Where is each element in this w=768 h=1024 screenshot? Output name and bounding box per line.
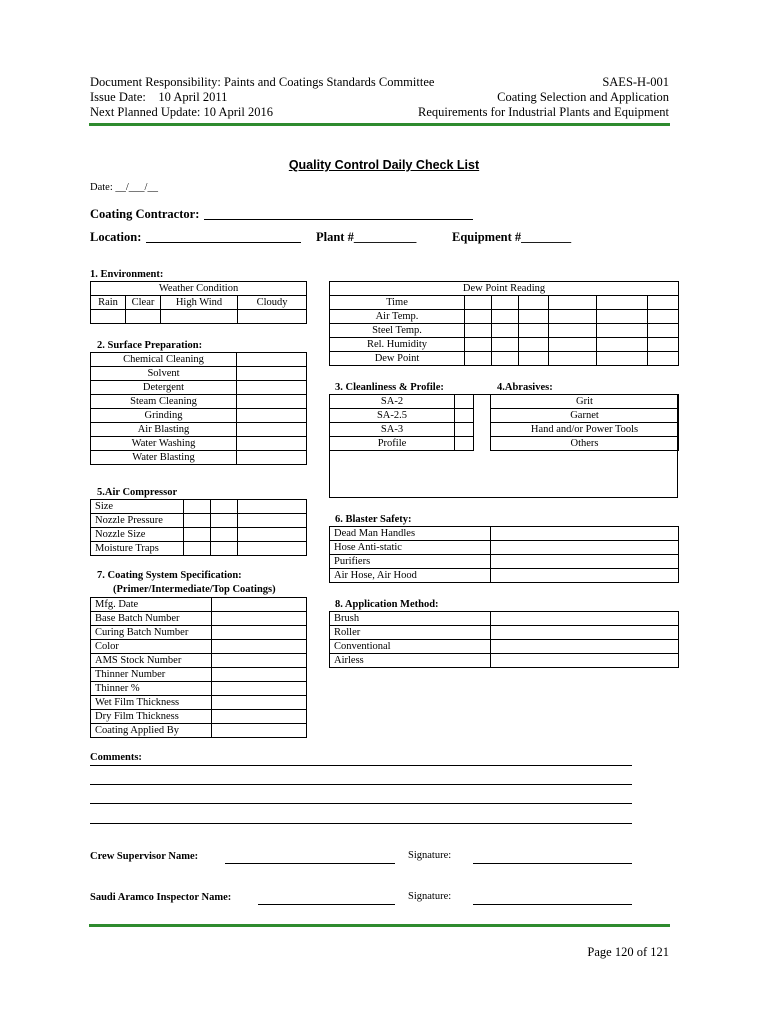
dew-cell[interactable]: [465, 352, 492, 366]
air-compressor-cell[interactable]: [238, 528, 307, 542]
weather-cell-high-wind[interactable]: [161, 310, 238, 324]
header-rule: [89, 123, 670, 126]
coating-spec-item: Thinner %: [91, 682, 212, 696]
dew-cell[interactable]: [549, 338, 597, 352]
coating-spec-cell[interactable]: [212, 696, 307, 710]
cleanliness-cell[interactable]: [455, 395, 474, 409]
dew-cell[interactable]: [597, 352, 648, 366]
abrasives-table: [490, 394, 679, 451]
coating-spec-cell[interactable]: [212, 612, 307, 626]
coating-spec-cell[interactable]: [212, 682, 307, 696]
document-responsibility: Document Responsibility: Paints and Coatings Standards Committee: [90, 75, 435, 89]
surface-prep-item: Water Blasting: [91, 451, 237, 465]
weather-condition-header: Weather Condition: [91, 282, 307, 296]
weather-cell-cloudy[interactable]: [238, 310, 307, 324]
crew-supervisor-label: Crew Supervisor Name:: [90, 851, 199, 862]
dew-point-table: [329, 281, 679, 366]
comments-line[interactable]: [90, 823, 632, 824]
air-compressor-title: 5.Air Compressor: [97, 487, 178, 498]
crew-supervisor-name-field[interactable]: [225, 863, 395, 864]
coating-spec-subtitle: (Primer/Intermediate/Top Coatings): [113, 584, 276, 595]
dew-cell[interactable]: [519, 310, 549, 324]
coating-spec-table: [90, 597, 307, 738]
dew-row-label: Time: [330, 296, 465, 310]
dew-point-header: Dew Point Reading: [330, 282, 679, 296]
next-planned-update: Next Planned Update: 10 April 2016: [90, 105, 273, 119]
application-method-cell[interactable]: [491, 626, 679, 640]
coating-contractor-field[interactable]: [204, 219, 473, 220]
air-compressor-cell[interactable]: [184, 528, 211, 542]
cleanliness-cell[interactable]: [455, 423, 474, 437]
surface-prep-title: 2. Surface Preparation:: [97, 340, 203, 351]
dew-cell[interactable]: [519, 352, 549, 366]
form-title: Quality Control Daily Check List: [288, 158, 480, 172]
comments-line[interactable]: [90, 784, 632, 785]
coating-spec-item: Base Batch Number: [91, 612, 212, 626]
dew-cell[interactable]: [549, 310, 597, 324]
application-method-item: Airless: [330, 654, 491, 668]
blaster-safety-item: Dead Man Handles: [330, 527, 491, 541]
abrasives-item[interactable]: Garnet: [491, 409, 679, 423]
dew-cell[interactable]: [597, 324, 648, 338]
surface-prep-cell[interactable]: [237, 437, 307, 451]
surface-prep-cell[interactable]: [237, 409, 307, 423]
dew-cell[interactable]: [549, 324, 597, 338]
coating-spec-item: Dry Film Thickness: [91, 710, 212, 724]
dew-cell[interactable]: [648, 352, 679, 366]
coating-spec-item: Color: [91, 640, 212, 654]
surface-prep-cell[interactable]: [237, 451, 307, 465]
dew-cell[interactable]: [549, 352, 597, 366]
equipment-field[interactable]: Equipment #________: [452, 230, 572, 244]
comments-line[interactable]: [90, 765, 632, 766]
blaster-safety-title: 6. Blaster Safety:: [335, 514, 412, 525]
coating-spec-cell[interactable]: [212, 668, 307, 682]
dew-cell[interactable]: [492, 296, 519, 310]
crew-signature-label: Signature:: [408, 850, 452, 861]
air-compressor-cell[interactable]: [184, 542, 211, 556]
blaster-safety-cell[interactable]: [491, 569, 679, 583]
surface-prep-cell[interactable]: [237, 423, 307, 437]
crew-signature-field[interactable]: [473, 863, 632, 864]
environment-table: [90, 281, 307, 324]
coating-spec-cell[interactable]: [212, 598, 307, 612]
air-compressor-cell[interactable]: [184, 514, 211, 528]
coating-spec-cell[interactable]: [212, 626, 307, 640]
coating-spec-title: 7. Coating System Specification:: [97, 570, 242, 581]
cleanliness-item: SA-2: [330, 395, 455, 409]
location-field[interactable]: [146, 242, 301, 243]
date-field[interactable]: Date: __/___/__: [90, 182, 158, 193]
abrasives-item[interactable]: Others: [491, 437, 679, 451]
surface-prep-item: Steam Cleaning: [91, 395, 237, 409]
coating-spec-cell[interactable]: [212, 724, 307, 738]
abrasives-item[interactable]: Hand and/or Power Tools: [491, 423, 679, 437]
application-method-table: [329, 611, 679, 668]
comments-label: Comments:: [90, 752, 142, 763]
coating-contractor-label: Coating Contractor:: [90, 207, 200, 221]
cleanliness-cell[interactable]: [455, 437, 474, 451]
surface-prep-item: Solvent: [91, 367, 237, 381]
document-title-line1: Coating Selection and Application: [497, 90, 669, 104]
issue-date: Issue Date: 10 April 2011: [90, 90, 228, 104]
comments-line[interactable]: [90, 803, 632, 804]
blaster-safety-cell[interactable]: [491, 555, 679, 569]
dew-cell[interactable]: [465, 296, 492, 310]
dew-cell[interactable]: [519, 324, 549, 338]
blaster-safety-item: Purifiers: [330, 555, 491, 569]
blaster-safety-item: Air Hose, Air Hood: [330, 569, 491, 583]
plant-field[interactable]: Plant #__________: [316, 230, 417, 244]
coating-spec-cell[interactable]: [212, 654, 307, 668]
dew-cell[interactable]: [597, 338, 648, 352]
dew-cell[interactable]: [492, 338, 519, 352]
air-compressor-item: Nozzle Size: [91, 528, 184, 542]
air-compressor-item: Nozzle Pressure: [91, 514, 184, 528]
blaster-safety-table: [329, 526, 679, 583]
dew-cell[interactable]: [549, 296, 597, 310]
dew-cell[interactable]: [597, 310, 648, 324]
blaster-safety-item: Hose Anti-static: [330, 541, 491, 555]
location-label: Location:: [90, 230, 142, 244]
surface-prep-cell[interactable]: [237, 353, 307, 367]
surface-prep-item: Chemical Cleaning: [91, 353, 237, 367]
air-compressor-cell[interactable]: [238, 500, 307, 514]
environment-title: 1. Environment:: [90, 269, 164, 280]
surface-prep-item: Air Blasting: [91, 423, 237, 437]
coating-spec-item: AMS Stock Number: [91, 654, 212, 668]
air-compressor-cell[interactable]: [238, 542, 307, 556]
dew-cell[interactable]: [648, 310, 679, 324]
coating-spec-item: Coating Applied By: [91, 724, 212, 738]
inspector-label: Saudi Aramco Inspector Name:: [90, 892, 232, 903]
dew-cell[interactable]: [492, 352, 519, 366]
abrasives-item[interactable]: Grit: [491, 395, 679, 409]
cleanliness-item: SA-3: [330, 423, 455, 437]
application-method-item: Conventional: [330, 640, 491, 654]
surface-prep-item: Grinding: [91, 409, 237, 423]
dew-row-label: Dew Point: [330, 352, 465, 366]
coating-spec-item: Mfg. Date: [91, 598, 212, 612]
surface-prep-cell[interactable]: [237, 381, 307, 395]
surface-prep-cell[interactable]: [237, 395, 307, 409]
form-title-wrap: [0, 158, 768, 172]
dew-cell[interactable]: [465, 338, 492, 352]
dew-cell[interactable]: [648, 338, 679, 352]
dew-cell[interactable]: [519, 338, 549, 352]
application-method-item: Brush: [330, 612, 491, 626]
document-number: SAES-H-001: [602, 75, 669, 89]
dew-cell[interactable]: [492, 310, 519, 324]
weather-cell-rain[interactable]: [91, 310, 126, 324]
dew-cell[interactable]: [465, 310, 492, 324]
air-compressor-table: [90, 499, 307, 556]
dew-cell[interactable]: [492, 324, 519, 338]
surface-prep-item: Detergent: [91, 381, 237, 395]
coating-spec-item: Wet Film Thickness: [91, 696, 212, 710]
application-method-title: 8. Application Method:: [335, 599, 439, 610]
coating-spec-item: Curing Batch Number: [91, 626, 212, 640]
application-method-cell[interactable]: [491, 612, 679, 626]
dew-cell[interactable]: [519, 296, 549, 310]
coating-spec-cell[interactable]: [212, 710, 307, 724]
dew-row-label: Steel Temp.: [330, 324, 465, 338]
document-title-line2: Requirements for Industrial Plants and Equipment: [418, 105, 669, 119]
air-compressor-cell[interactable]: [211, 514, 238, 528]
cleanliness-item: Profile: [330, 437, 455, 451]
weather-cell-clear[interactable]: [126, 310, 161, 324]
air-compressor-cell[interactable]: [184, 500, 211, 514]
air-compressor-cell[interactable]: [238, 514, 307, 528]
blaster-safety-cell[interactable]: [491, 541, 679, 555]
air-compressor-cell[interactable]: [211, 500, 238, 514]
air-compressor-item: Moisture Traps: [91, 542, 184, 556]
inspector-name-field[interactable]: [258, 904, 395, 905]
weather-col-high-wind: High Wind: [161, 296, 238, 310]
cleanliness-table: [329, 394, 474, 451]
air-compressor-item: Size: [91, 500, 184, 514]
dew-cell[interactable]: [648, 296, 679, 310]
application-method-cell[interactable]: [491, 654, 679, 668]
surface-prep-table: [90, 352, 307, 465]
cleanliness-item: SA-2.5: [330, 409, 455, 423]
dew-cell[interactable]: [648, 324, 679, 338]
surface-prep-cell[interactable]: [237, 367, 307, 381]
dew-cell[interactable]: [465, 324, 492, 338]
coating-spec-item: Thinner Number: [91, 668, 212, 682]
weather-col-rain: Rain: [91, 296, 126, 310]
page-number: Page 120 of 121: [587, 945, 669, 959]
dew-row-label: Air Temp.: [330, 310, 465, 324]
footer-rule: [89, 924, 670, 927]
application-method-cell[interactable]: [491, 640, 679, 654]
air-compressor-cell[interactable]: [211, 542, 238, 556]
dew-cell[interactable]: [597, 296, 648, 310]
dew-row-label: Rel. Humidity: [330, 338, 465, 352]
air-compressor-cell[interactable]: [211, 528, 238, 542]
weather-col-clear: Clear: [126, 296, 161, 310]
surface-prep-item: Water Washing: [91, 437, 237, 451]
blaster-safety-cell[interactable]: [491, 527, 679, 541]
inspector-signature-label: Signature:: [408, 891, 452, 902]
abrasives-title: 4.Abrasives:: [497, 382, 553, 393]
cleanliness-cell[interactable]: [455, 409, 474, 423]
weather-col-cloudy: Cloudy: [238, 296, 307, 310]
application-method-item: Roller: [330, 626, 491, 640]
coating-spec-cell[interactable]: [212, 640, 307, 654]
inspector-signature-field[interactable]: [473, 904, 632, 905]
cleanliness-title: 3. Cleanliness & Profile:: [335, 382, 444, 393]
